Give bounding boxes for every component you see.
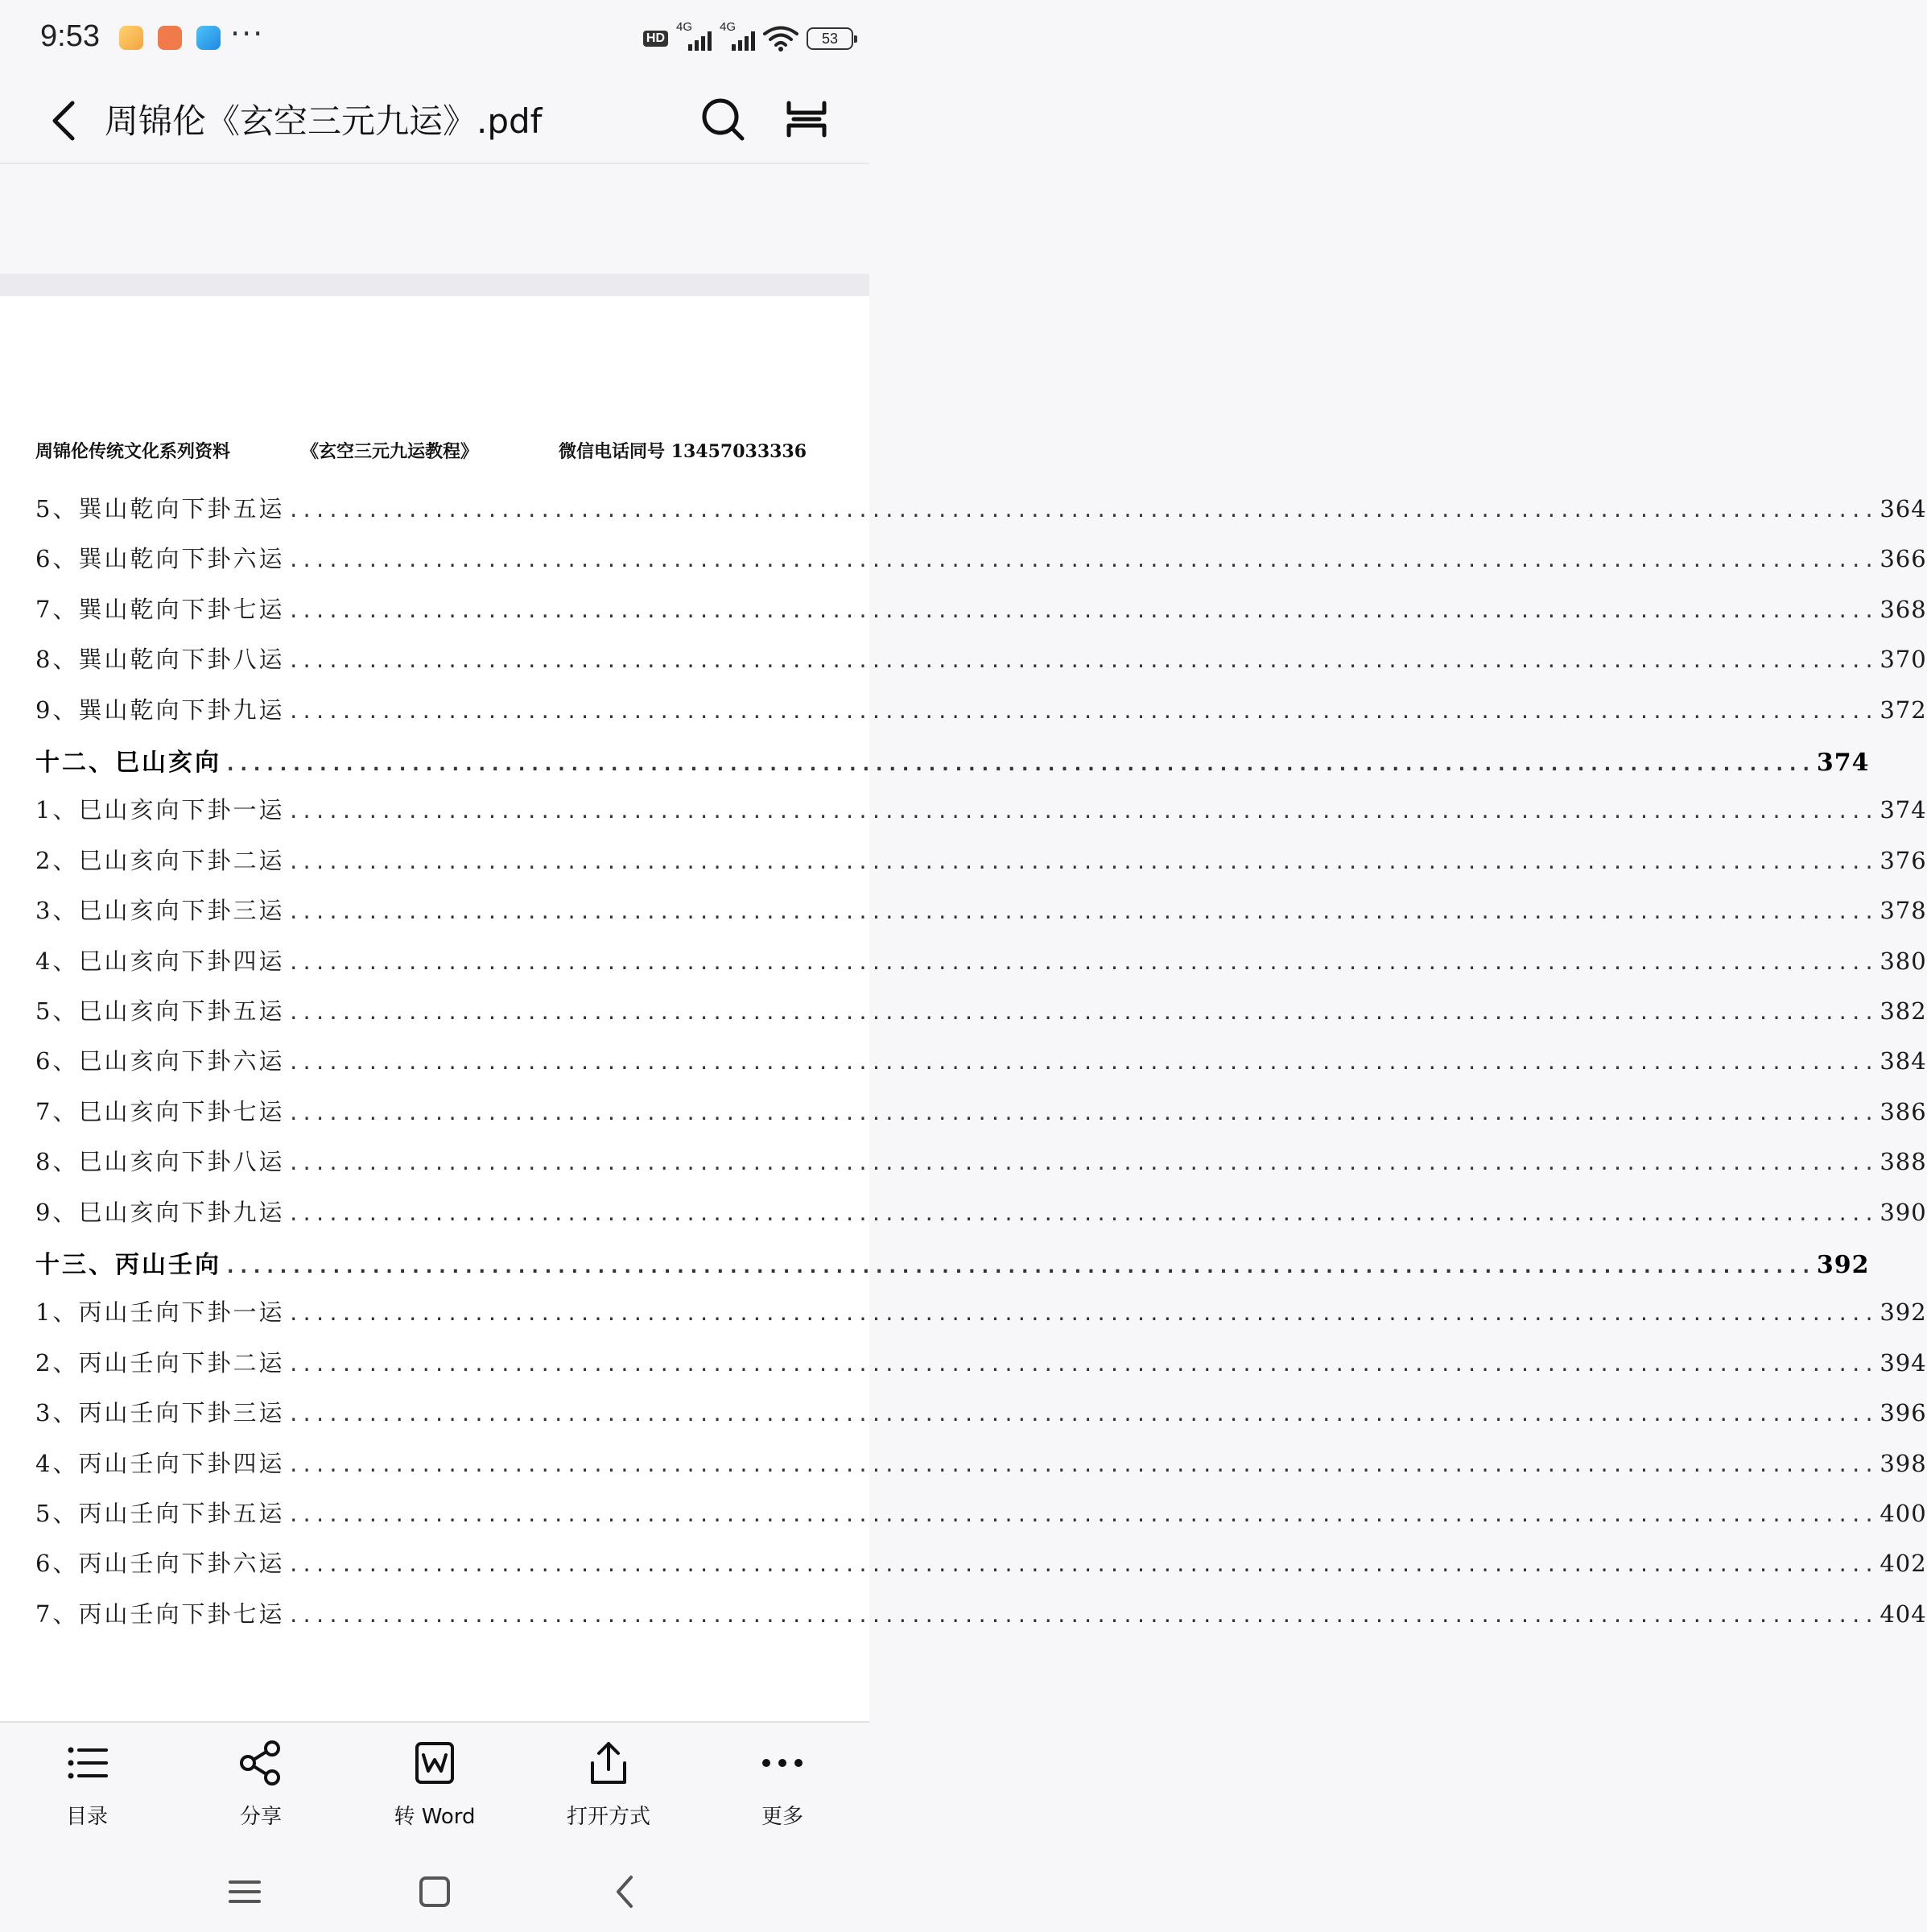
status-icons bbox=[643, 20, 853, 55]
toc-page-number: 388 bbox=[1880, 1148, 1927, 1176]
toc-page-number: 402 bbox=[1880, 1550, 1927, 1578]
toc-page-number: 366 bbox=[1880, 545, 1927, 573]
system-nav-bar bbox=[0, 1852, 869, 1932]
toc-leader-dots: ........................................................................................................................ bbox=[287, 1504, 1877, 1526]
toc-page-number: 396 bbox=[1880, 1399, 1927, 1427]
back-icon[interactable] bbox=[40, 97, 89, 145]
toc-entry-title: 3、丙山壬向下卦三运 bbox=[35, 1399, 285, 1427]
toc-leader-dots: ........................................................................................................................ bbox=[287, 850, 1877, 873]
hd-icon: HD bbox=[643, 31, 668, 47]
toc-entry-title: 十二、巳山亥向 bbox=[35, 749, 221, 777]
toc-leader-dots: ........................................................................................................................ bbox=[287, 1352, 1877, 1376]
toc-leader-dots: ........................................................................................................................ bbox=[287, 800, 1877, 824]
toc-entry[interactable] bbox=[35, 1446, 1927, 1484]
read-mode-icon[interactable] bbox=[782, 95, 831, 143]
back-nav-icon[interactable] bbox=[602, 1869, 647, 1914]
notification-app-icon bbox=[158, 26, 182, 50]
toc-entry-title: 7、巳山亥向下卦七运 bbox=[35, 1097, 285, 1125]
toc-page-number: 380 bbox=[1880, 947, 1927, 975]
header-left: 周锦伦传统文化系列资料 bbox=[35, 441, 231, 462]
toc-leader-dots: ........................................................................................................................ bbox=[287, 650, 1877, 673]
toc-entry[interactable] bbox=[35, 1094, 1927, 1133]
toc-entry-title: 5、巽山乾向下卦五运 bbox=[35, 495, 285, 522]
toc-entry-title: 6、巽山乾向下卦六运 bbox=[35, 545, 285, 573]
home-nav-icon[interactable] bbox=[412, 1869, 457, 1914]
toc-leader-dots: ........................................................................................................................ bbox=[287, 1554, 1877, 1577]
signal-icon bbox=[720, 20, 755, 51]
toc-entry[interactable] bbox=[35, 893, 1927, 931]
toc-page-number: 392 bbox=[1880, 1298, 1927, 1327]
toc-leader-dots: ........................................................................................................................ bbox=[287, 901, 1877, 924]
toc-entry[interactable] bbox=[35, 1195, 1927, 1233]
share-icon bbox=[235, 1737, 287, 1789]
toc-page-number: 382 bbox=[1880, 997, 1927, 1025]
toc-entry-title: 4、巳山亥向下卦四运 bbox=[35, 947, 285, 975]
upload-icon bbox=[583, 1737, 634, 1789]
toc-entry[interactable] bbox=[35, 1395, 1927, 1434]
toc-leader-dots: ........................................................................................................................ bbox=[287, 1604, 1877, 1627]
toc-entry-title: 4、丙山壬向下卦四运 bbox=[35, 1449, 285, 1477]
open-with-button[interactable] bbox=[522, 1737, 695, 1850]
toc-page-number: 376 bbox=[1880, 846, 1927, 874]
toc-entry[interactable] bbox=[35, 1144, 1927, 1183]
word-icon bbox=[409, 1737, 460, 1789]
notification-app-icon bbox=[119, 26, 143, 50]
header-center: 《玄空三元九运教程》 bbox=[301, 441, 479, 462]
toc-entry-title: 5、丙山壬向下卦五运 bbox=[35, 1500, 285, 1527]
toc-leader-dots: ........................................................................................................................ bbox=[287, 549, 1877, 572]
toc-page-number: 386 bbox=[1880, 1097, 1927, 1125]
toc-entry-title: 1、丙山壬向下卦一运 bbox=[35, 1298, 285, 1327]
title-bar bbox=[0, 77, 869, 163]
network-type-label: 4G bbox=[720, 20, 737, 34]
status-bar bbox=[0, 0, 869, 77]
page-separator bbox=[0, 274, 869, 296]
toc-entry[interactable] bbox=[35, 1043, 1927, 1082]
menu-nav-icon[interactable] bbox=[222, 1869, 267, 1914]
toc-page-number: 370 bbox=[1880, 646, 1927, 674]
battery-icon: 53 bbox=[807, 27, 853, 50]
toc-page-number: 372 bbox=[1880, 696, 1927, 724]
bottom-toolbar bbox=[0, 1723, 869, 1852]
toc-entry[interactable] bbox=[35, 1496, 1927, 1534]
toc-label: 目录 bbox=[65, 1805, 108, 1829]
toc-page-number: 394 bbox=[1880, 1348, 1927, 1377]
wifi-icon bbox=[763, 25, 798, 52]
toc-page-number: 398 bbox=[1880, 1449, 1927, 1477]
toc-page-number: 392 bbox=[1816, 1251, 1870, 1279]
page-header bbox=[35, 438, 837, 470]
toc-section-heading[interactable] bbox=[35, 1245, 1870, 1283]
toc-entry[interactable] bbox=[35, 692, 1927, 731]
toc-entry-title: 9、巳山亥向下卦九运 bbox=[35, 1198, 285, 1226]
open-with-label: 打开方式 bbox=[566, 1805, 650, 1829]
toc-entry[interactable] bbox=[35, 993, 1927, 1032]
pdf-page[interactable] bbox=[0, 296, 1927, 1721]
word-label: 转 Word bbox=[394, 1805, 476, 1829]
list-icon bbox=[61, 1737, 113, 1789]
toc-entry-title: 9、巽山乾向下卦九运 bbox=[35, 696, 285, 724]
more-button[interactable] bbox=[695, 1737, 869, 1850]
toc-entry-title: 3、巳山亥向下卦三运 bbox=[35, 897, 285, 925]
more-notifications-icon: ··· bbox=[230, 16, 265, 52]
toc-entry-title: 1、巳山亥向下卦一运 bbox=[35, 796, 285, 824]
toc-entry[interactable] bbox=[35, 1596, 1927, 1635]
toc-page-number: 404 bbox=[1880, 1600, 1927, 1628]
toc-entry-title: 8、巽山乾向下卦八运 bbox=[35, 646, 285, 674]
toc-entry[interactable] bbox=[35, 943, 1927, 982]
toc-entry-title: 8、巳山亥向下卦八运 bbox=[35, 1148, 285, 1176]
toc-entry-title: 7、丙山壬向下卦七运 bbox=[35, 1600, 285, 1628]
toc-page-number: 390 bbox=[1880, 1198, 1927, 1226]
toc-leader-dots: ........................................................................................................................ bbox=[287, 1051, 1877, 1075]
toc-leader-dots: ........................................................................................................................ bbox=[287, 1202, 1877, 1225]
toc-leader-dots: ........................................................................................................................ bbox=[287, 499, 1877, 522]
toc-leader-dots: ........................................................................................................................ bbox=[287, 1302, 1877, 1326]
toc-page-number: 374 bbox=[1816, 749, 1870, 777]
notification-app-icon bbox=[196, 26, 221, 50]
toc-entry[interactable] bbox=[35, 1546, 1927, 1584]
toc-section-heading[interactable] bbox=[35, 742, 1870, 781]
share-button[interactable] bbox=[174, 1737, 348, 1850]
share-label: 分享 bbox=[239, 1805, 282, 1829]
search-icon[interactable] bbox=[699, 95, 747, 143]
title-divider bbox=[0, 163, 869, 164]
status-time: 9:53 bbox=[40, 19, 100, 53]
toc-entry[interactable] bbox=[35, 843, 1927, 881]
network-type-label: 4G bbox=[676, 20, 693, 34]
toc-entry[interactable] bbox=[35, 1345, 1927, 1384]
header-right: 微信电话同号 13457033336 bbox=[559, 441, 807, 462]
toc-entry-title: 6、巳山亥向下卦六运 bbox=[35, 1047, 285, 1075]
toc-page-number: 400 bbox=[1880, 1500, 1927, 1527]
toc-entry[interactable] bbox=[35, 491, 1927, 530]
toc-leader-dots: ........................................................................................................................ bbox=[225, 753, 1814, 775]
toc-entry-title: 2、丙山壬向下卦二运 bbox=[35, 1348, 285, 1377]
toc-leader-dots: ........................................................................................................................ bbox=[287, 700, 1877, 723]
toc-page-number: 384 bbox=[1880, 1047, 1927, 1075]
toc-leader-dots: ........................................................................................................................ bbox=[287, 1152, 1877, 1175]
toc-entry[interactable] bbox=[35, 642, 1927, 680]
toc-button[interactable] bbox=[0, 1737, 174, 1850]
toc-leader-dots: ........................................................................................................................ bbox=[287, 951, 1877, 974]
more-label: 更多 bbox=[761, 1805, 803, 1829]
toc-entry-title: 6、丙山壬向下卦六运 bbox=[35, 1550, 285, 1578]
toc-page-number: 368 bbox=[1880, 595, 1927, 623]
toc-leader-dots: ........................................................................................................................ bbox=[287, 1101, 1877, 1125]
toc-entry-title: 7、巽山乾向下卦七运 bbox=[35, 595, 285, 623]
toc-entry-title: 5、巳山亥向下卦五运 bbox=[35, 997, 285, 1025]
toc-entry-title: 十三、丙山壬向 bbox=[35, 1251, 221, 1279]
toc-leader-dots: ........................................................................................................................ bbox=[225, 1255, 1814, 1278]
toc-leader-dots: ........................................................................................................................ bbox=[287, 1001, 1877, 1024]
convert-word-button[interactable] bbox=[348, 1737, 522, 1850]
toc-entry-title: 2、巳山亥向下卦二运 bbox=[35, 846, 285, 874]
toc-page-number: 364 bbox=[1880, 495, 1927, 522]
toc-page-number: 374 bbox=[1880, 796, 1927, 824]
more-dots-icon bbox=[757, 1737, 808, 1789]
toc-leader-dots: ........................................................................................................................ bbox=[287, 599, 1877, 622]
toc-entry[interactable] bbox=[35, 1294, 1927, 1333]
toc-entry[interactable] bbox=[35, 792, 1927, 831]
toc-entry[interactable] bbox=[35, 592, 1927, 630]
toc-page-number: 378 bbox=[1880, 897, 1927, 925]
signal-icon bbox=[676, 20, 712, 51]
document-title: 周锦伦《玄空三元九运》.pdf bbox=[105, 101, 543, 141]
toc-entry[interactable] bbox=[35, 541, 1927, 580]
toc-leader-dots: ........................................................................................................................ bbox=[287, 1403, 1877, 1426]
toc-leader-dots: ........................................................................................................................ bbox=[287, 1453, 1877, 1476]
